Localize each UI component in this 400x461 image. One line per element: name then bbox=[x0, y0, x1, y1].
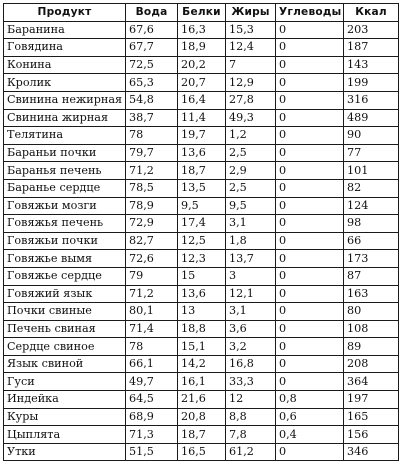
cell-kcal: 346 bbox=[344, 443, 399, 461]
cell-product: Почки свиные bbox=[4, 303, 126, 321]
table-row bbox=[4, 179, 399, 197]
cell-protein: 20,7 bbox=[178, 74, 226, 92]
cell-protein: 18,7 bbox=[178, 426, 226, 444]
cell-protein: 18,9 bbox=[178, 39, 226, 57]
cell-product: Конина bbox=[4, 56, 126, 74]
cell-carbs: 0 bbox=[276, 144, 344, 162]
cell-kcal: 90 bbox=[344, 127, 399, 145]
cell-protein: 17,4 bbox=[178, 215, 226, 233]
cell-kcal: 87 bbox=[344, 267, 399, 285]
cell-kcal: 364 bbox=[344, 373, 399, 391]
cell-carbs: 0,4 bbox=[276, 426, 344, 444]
cell-kcal: 316 bbox=[344, 91, 399, 109]
cell-water: 49,7 bbox=[126, 373, 178, 391]
cell-carbs: 0 bbox=[276, 285, 344, 303]
cell-water: 65,3 bbox=[126, 74, 178, 92]
cell-protein: 9,5 bbox=[178, 197, 226, 215]
cell-product: Баранья печень bbox=[4, 162, 126, 180]
cell-fat: 12 bbox=[226, 391, 276, 409]
cell-water: 64,5 bbox=[126, 391, 178, 409]
cell-protein: 20,2 bbox=[178, 56, 226, 74]
cell-fat: 3,2 bbox=[226, 338, 276, 356]
cell-protein: 11,4 bbox=[178, 109, 226, 127]
cell-kcal: 77 bbox=[344, 144, 399, 162]
cell-protein: 14,2 bbox=[178, 355, 226, 373]
cell-product: Гуси bbox=[4, 373, 126, 391]
cell-kcal: 489 bbox=[344, 109, 399, 127]
header-product: Продукт bbox=[4, 4, 126, 22]
header-row bbox=[4, 4, 399, 22]
cell-water: 51,5 bbox=[126, 443, 178, 461]
cell-fat: 2,5 bbox=[226, 179, 276, 197]
cell-carbs: 0 bbox=[276, 338, 344, 356]
table-row bbox=[4, 162, 399, 180]
cell-product: Утки bbox=[4, 443, 126, 461]
cell-carbs: 0 bbox=[276, 443, 344, 461]
cell-water: 72,9 bbox=[126, 215, 178, 233]
table-row bbox=[4, 232, 399, 250]
cell-water: 54,8 bbox=[126, 91, 178, 109]
cell-water: 71,2 bbox=[126, 162, 178, 180]
cell-kcal: 108 bbox=[344, 320, 399, 338]
cell-fat: 3,1 bbox=[226, 215, 276, 233]
cell-product: Говядина bbox=[4, 39, 126, 57]
cell-fat: 3 bbox=[226, 267, 276, 285]
cell-carbs: 0 bbox=[276, 74, 344, 92]
cell-water: 78,5 bbox=[126, 179, 178, 197]
cell-protein: 13,6 bbox=[178, 285, 226, 303]
cell-protein: 21,6 bbox=[178, 391, 226, 409]
cell-water: 71,4 bbox=[126, 320, 178, 338]
cell-carbs: 0 bbox=[276, 373, 344, 391]
cell-protein: 19,7 bbox=[178, 127, 226, 145]
cell-carbs: 0 bbox=[276, 162, 344, 180]
cell-protein: 15,1 bbox=[178, 338, 226, 356]
cell-product: Кролик bbox=[4, 74, 126, 92]
cell-water: 71,3 bbox=[126, 426, 178, 444]
cell-carbs: 0,6 bbox=[276, 408, 344, 426]
cell-carbs: 0 bbox=[276, 179, 344, 197]
table-row bbox=[4, 443, 399, 461]
table-row bbox=[4, 408, 399, 426]
cell-water: 38,7 bbox=[126, 109, 178, 127]
cell-fat: 12,9 bbox=[226, 74, 276, 92]
cell-carbs: 0 bbox=[276, 91, 344, 109]
cell-carbs: 0 bbox=[276, 215, 344, 233]
table-row bbox=[4, 320, 399, 338]
table-row bbox=[4, 426, 399, 444]
cell-kcal: 187 bbox=[344, 39, 399, 57]
cell-kcal: 165 bbox=[344, 408, 399, 426]
cell-carbs: 0 bbox=[276, 320, 344, 338]
table-row bbox=[4, 21, 399, 39]
cell-kcal: 208 bbox=[344, 355, 399, 373]
cell-water: 79 bbox=[126, 267, 178, 285]
cell-product: Говяжье вымя bbox=[4, 250, 126, 268]
table-header bbox=[4, 4, 399, 22]
cell-fat: 61,2 bbox=[226, 443, 276, 461]
cell-fat: 2,9 bbox=[226, 162, 276, 180]
cell-water: 78 bbox=[126, 127, 178, 145]
cell-fat: 1,8 bbox=[226, 232, 276, 250]
nutrition-table bbox=[3, 3, 399, 461]
header-protein: Белки bbox=[178, 4, 226, 22]
cell-protein: 16,1 bbox=[178, 373, 226, 391]
cell-kcal: 156 bbox=[344, 426, 399, 444]
cell-product: Язык свиной bbox=[4, 355, 126, 373]
cell-carbs: 0 bbox=[276, 232, 344, 250]
cell-fat: 8,8 bbox=[226, 408, 276, 426]
table-row bbox=[4, 355, 399, 373]
cell-kcal: 89 bbox=[344, 338, 399, 356]
table-row bbox=[4, 127, 399, 145]
cell-carbs: 0 bbox=[276, 21, 344, 39]
cell-fat: 1,2 bbox=[226, 127, 276, 145]
cell-kcal: 98 bbox=[344, 215, 399, 233]
cell-carbs: 0 bbox=[276, 197, 344, 215]
header-kcal: Ккал bbox=[344, 4, 399, 22]
cell-kcal: 163 bbox=[344, 285, 399, 303]
cell-kcal: 124 bbox=[344, 197, 399, 215]
cell-carbs: 0 bbox=[276, 109, 344, 127]
cell-product: Телятина bbox=[4, 127, 126, 145]
cell-protein: 18,8 bbox=[178, 320, 226, 338]
cell-protein: 16,4 bbox=[178, 91, 226, 109]
cell-kcal: 173 bbox=[344, 250, 399, 268]
cell-carbs: 0,8 bbox=[276, 391, 344, 409]
cell-product: Говяжье сердце bbox=[4, 267, 126, 285]
cell-carbs: 0 bbox=[276, 355, 344, 373]
cell-fat: 9,5 bbox=[226, 197, 276, 215]
header-carbs: Углеводы bbox=[276, 4, 344, 22]
cell-fat: 13,7 bbox=[226, 250, 276, 268]
table-row bbox=[4, 391, 399, 409]
cell-fat: 3,1 bbox=[226, 303, 276, 321]
cell-protein: 13,6 bbox=[178, 144, 226, 162]
table-row bbox=[4, 56, 399, 74]
cell-fat: 12,1 bbox=[226, 285, 276, 303]
cell-product: Свинина жирная bbox=[4, 109, 126, 127]
cell-product: Баранье сердце bbox=[4, 179, 126, 197]
table-row bbox=[4, 215, 399, 233]
cell-fat: 2,5 bbox=[226, 144, 276, 162]
cell-protein: 13 bbox=[178, 303, 226, 321]
cell-kcal: 199 bbox=[344, 74, 399, 92]
cell-water: 66,1 bbox=[126, 355, 178, 373]
cell-product: Бараньи почки bbox=[4, 144, 126, 162]
cell-fat: 15,3 bbox=[226, 21, 276, 39]
cell-water: 82,7 bbox=[126, 232, 178, 250]
cell-carbs: 0 bbox=[276, 250, 344, 268]
cell-product: Баранина bbox=[4, 21, 126, 39]
cell-kcal: 101 bbox=[344, 162, 399, 180]
table-row bbox=[4, 373, 399, 391]
cell-water: 72,6 bbox=[126, 250, 178, 268]
cell-kcal: 66 bbox=[344, 232, 399, 250]
table-row bbox=[4, 285, 399, 303]
cell-water: 72,5 bbox=[126, 56, 178, 74]
cell-product: Говяжий язык bbox=[4, 285, 126, 303]
cell-fat: 3,6 bbox=[226, 320, 276, 338]
table-row bbox=[4, 144, 399, 162]
cell-fat: 16,8 bbox=[226, 355, 276, 373]
cell-protein: 13,5 bbox=[178, 179, 226, 197]
cell-kcal: 143 bbox=[344, 56, 399, 74]
cell-carbs: 0 bbox=[276, 303, 344, 321]
cell-product: Индейка bbox=[4, 391, 126, 409]
cell-fat: 7 bbox=[226, 56, 276, 74]
cell-protein: 18,7 bbox=[178, 162, 226, 180]
cell-fat: 33,3 bbox=[226, 373, 276, 391]
cell-water: 80,1 bbox=[126, 303, 178, 321]
cell-protein: 12,5 bbox=[178, 232, 226, 250]
cell-product: Говяжьи почки bbox=[4, 232, 126, 250]
table-row bbox=[4, 197, 399, 215]
cell-water: 78,9 bbox=[126, 197, 178, 215]
cell-water: 68,9 bbox=[126, 408, 178, 426]
cell-carbs: 0 bbox=[276, 39, 344, 57]
table-row bbox=[4, 109, 399, 127]
cell-protein: 16,5 bbox=[178, 443, 226, 461]
table-row bbox=[4, 74, 399, 92]
header-fat: Жиры bbox=[226, 4, 276, 22]
cell-product: Печень свиная bbox=[4, 320, 126, 338]
cell-fat: 12,4 bbox=[226, 39, 276, 57]
table-row bbox=[4, 91, 399, 109]
table-row bbox=[4, 250, 399, 268]
cell-carbs: 0 bbox=[276, 56, 344, 74]
table-body bbox=[4, 21, 399, 461]
cell-kcal: 80 bbox=[344, 303, 399, 321]
cell-water: 71,2 bbox=[126, 285, 178, 303]
cell-product: Говяжья печень bbox=[4, 215, 126, 233]
cell-product: Куры bbox=[4, 408, 126, 426]
cell-protein: 15 bbox=[178, 267, 226, 285]
cell-kcal: 203 bbox=[344, 21, 399, 39]
cell-protein: 12,3 bbox=[178, 250, 226, 268]
cell-fat: 27,8 bbox=[226, 91, 276, 109]
table-row bbox=[4, 303, 399, 321]
cell-carbs: 0 bbox=[276, 267, 344, 285]
header-water: Вода bbox=[126, 4, 178, 22]
cell-carbs: 0 bbox=[276, 127, 344, 145]
cell-product: Цыплята bbox=[4, 426, 126, 444]
cell-water: 78 bbox=[126, 338, 178, 356]
cell-water: 79,7 bbox=[126, 144, 178, 162]
cell-water: 67,7 bbox=[126, 39, 178, 57]
table-row bbox=[4, 39, 399, 57]
cell-water: 67,6 bbox=[126, 21, 178, 39]
table-row bbox=[4, 267, 399, 285]
cell-kcal: 82 bbox=[344, 179, 399, 197]
cell-product: Говяжьи мозги bbox=[4, 197, 126, 215]
cell-fat: 49,3 bbox=[226, 109, 276, 127]
table-row bbox=[4, 338, 399, 356]
cell-kcal: 197 bbox=[344, 391, 399, 409]
cell-product: Свинина нежирная bbox=[4, 91, 126, 109]
cell-product: Сердце свиное bbox=[4, 338, 126, 356]
cell-fat: 7,8 bbox=[226, 426, 276, 444]
cell-protein: 20,8 bbox=[178, 408, 226, 426]
cell-protein: 16,3 bbox=[178, 21, 226, 39]
